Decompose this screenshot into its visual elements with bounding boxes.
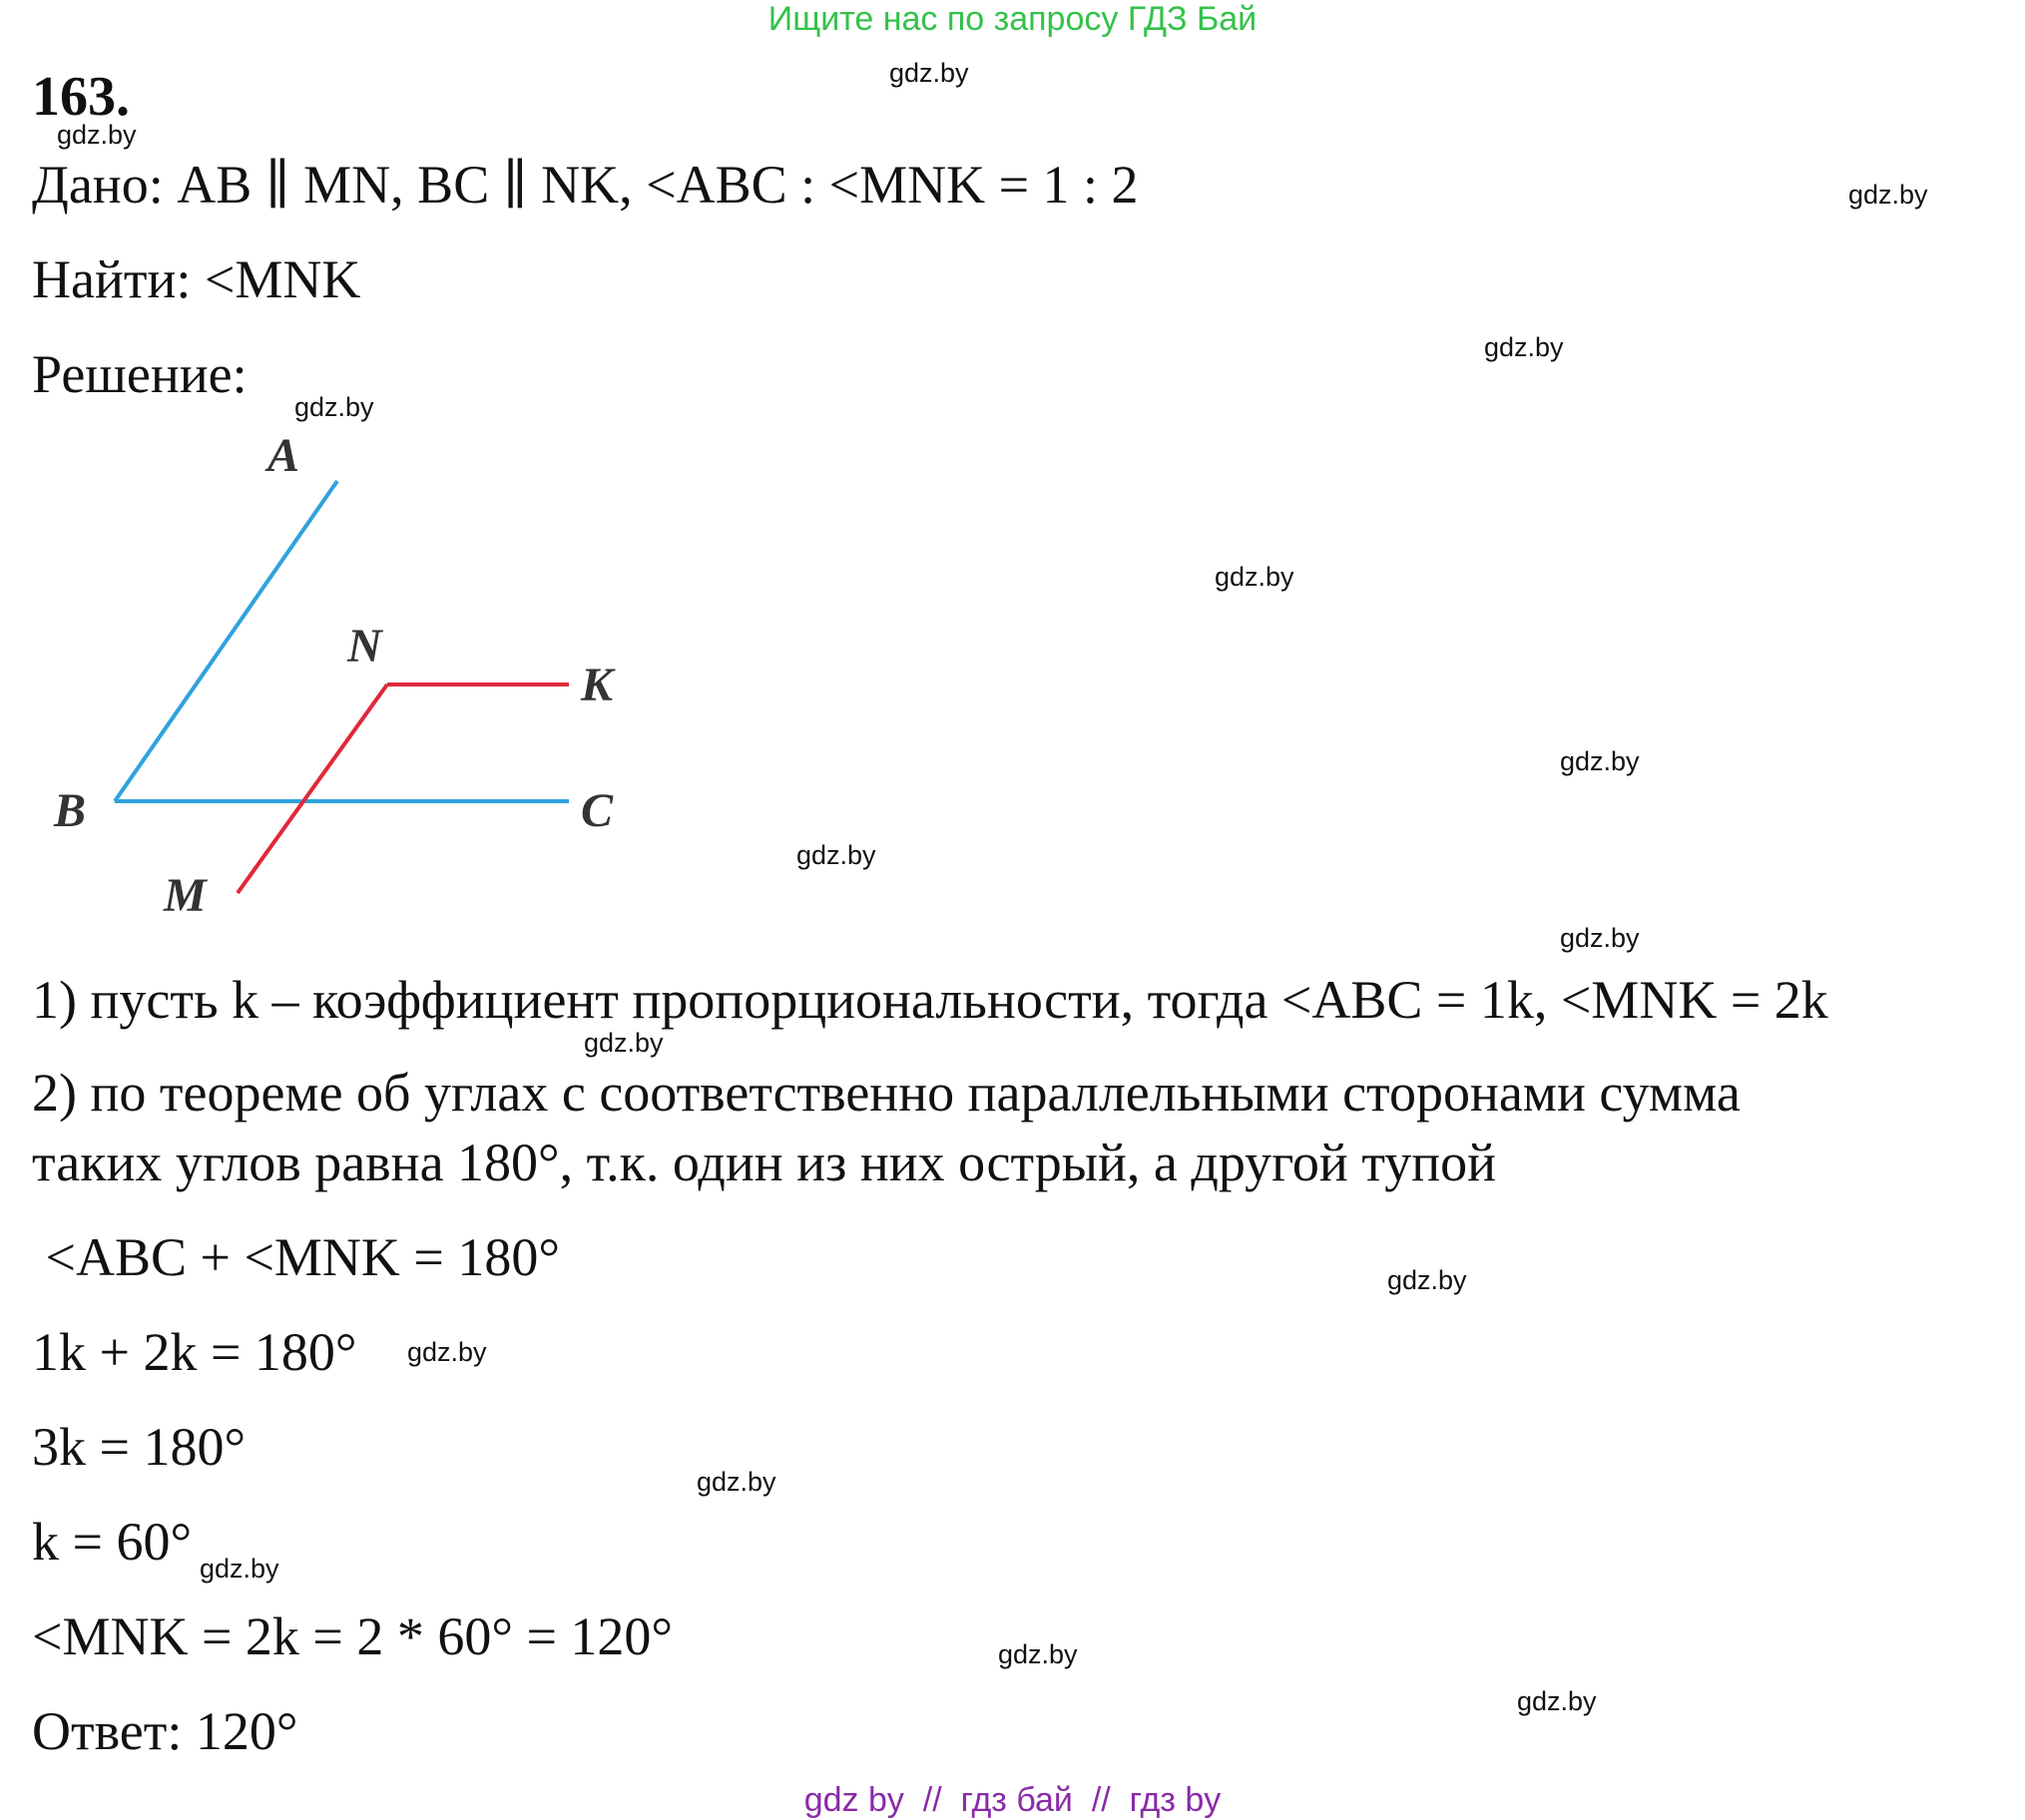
watermark: gdz.by [294,392,374,422]
segment-ab [115,481,337,801]
step-2-line-1: 2) по теореме об углах с соответственно параллельными сторонами сумма [32,1063,1741,1123]
segment-mn [238,684,387,893]
label-k: K [581,659,614,711]
equation-3: 3k = 180° [32,1417,247,1477]
equation-1: <ABC + <MNK = 180° [32,1227,560,1287]
watermark: gdz.by [407,1337,487,1367]
step-1: 1) пусть k – коэффициент пропорциональности, тогда <ABC = 1k, <MNK = 2k [32,970,1828,1030]
label-n: N [347,620,382,673]
label-c: C [581,784,614,837]
given-line: Дано: AB ∥ MN, BC ∥ NK, <ABC : <MNK = 1 : 2 [32,155,1139,215]
watermark: gdz.by [697,1467,776,1497]
label-m: M [164,869,207,922]
problem-number: 163. [32,66,130,128]
watermark: gdz.by [1484,332,1564,362]
watermark: gdz.by [998,1639,1078,1669]
watermark: gdz.by [1560,746,1640,776]
label-b: B [54,784,87,837]
equation-4: k = 60° [32,1512,193,1572]
answer-line: Ответ: 120° [32,1701,298,1761]
watermark: gdz.by [584,1028,664,1058]
find-line: Найти: <MNK [32,249,361,309]
label-a: A [267,429,300,482]
watermark: gdz.by [57,120,137,150]
watermark: gdz.by [1387,1265,1467,1295]
step-2-line-2: таких углов равна 180°, т.к. один из них острый, а другой тупой [32,1133,1497,1192]
footer-links: gdz by // гдз бай // гдз by [803,1781,1222,1819]
watermark: gdz.by [889,58,969,88]
geometry-figure [40,429,659,948]
watermark: gdz.by [1215,562,1294,592]
equation-5: <MNK = 2k = 2 * 60° = 120° [32,1606,674,1666]
watermark: gdz.by [200,1554,279,1584]
equation-2: 1k + 2k = 180° [32,1322,357,1382]
watermark: gdz.by [1560,923,1640,953]
watermark: gdz.by [1848,180,1928,210]
watermark: gdz.by [1517,1686,1597,1716]
solution-label: Решение: [32,344,248,404]
watermark: gdz.by [796,840,876,870]
top-banner: Ищите нас по запросу ГДЗ Бай [767,0,1258,38]
